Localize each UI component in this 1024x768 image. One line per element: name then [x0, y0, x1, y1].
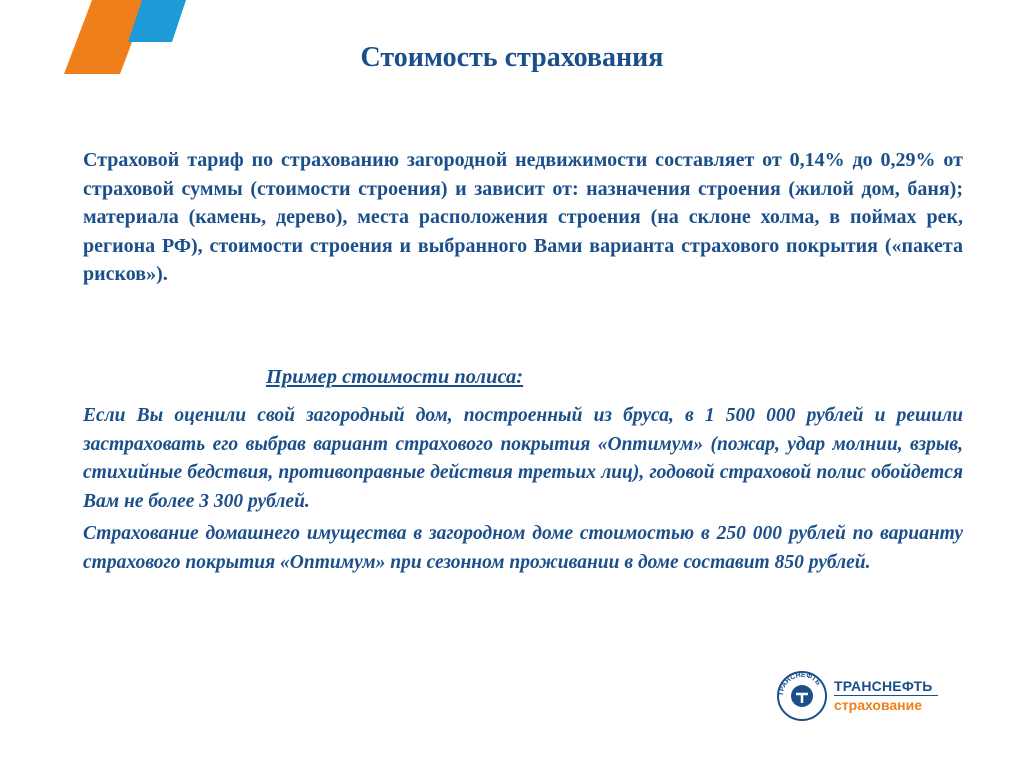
- logo-divider: [834, 695, 938, 696]
- logo-emblem-icon: [776, 670, 828, 722]
- logo-ring-text: ТРАНСНЕФТЬ: [777, 671, 822, 697]
- example-heading: Пример стоимости полиса:: [266, 366, 524, 388]
- slide-title: Стоимость страхования: [360, 42, 664, 73]
- logo-brand-text: ТРАНСНЕФТЬ: [834, 678, 933, 694]
- logo-subtitle-text: страхование: [834, 697, 923, 713]
- transneft-logo: [776, 670, 946, 726]
- tariff-description: Страховой тариф по страхованию загородной недвижимости составляет от 0,14% до 0,29% от страховой суммы (стоимости строения) и зависит от: назначения строения (жилой дом, баня); материала (камень, дерево), места расположения строения (на склоне холма, в поймах рек, региона РФ), стоимости строения и выбранного Вами варианта страхового покрытия («пакета рисков»).: [83, 149, 963, 285]
- example-property-policy: Страхование домашнего имущества в загородном доме стоимостью в 250 000 рублей по варианту страхового покрытия «Оптимум» при сезонном проживании в доме составит 850 рублей.: [83, 523, 963, 573]
- example-house-policy: Если Вы оценили свой загородный дом, построенный из бруса, в 1 500 000 рублей и решили застраховать его выбрав вариант страхового покрытия «Оптимум» (пожар, удар молнии, взрыв, стихийные бедствия, противоправные действия третьих лиц), годовой страховой полис обойдется Вам не более 3 300 рублей.: [83, 405, 963, 512]
